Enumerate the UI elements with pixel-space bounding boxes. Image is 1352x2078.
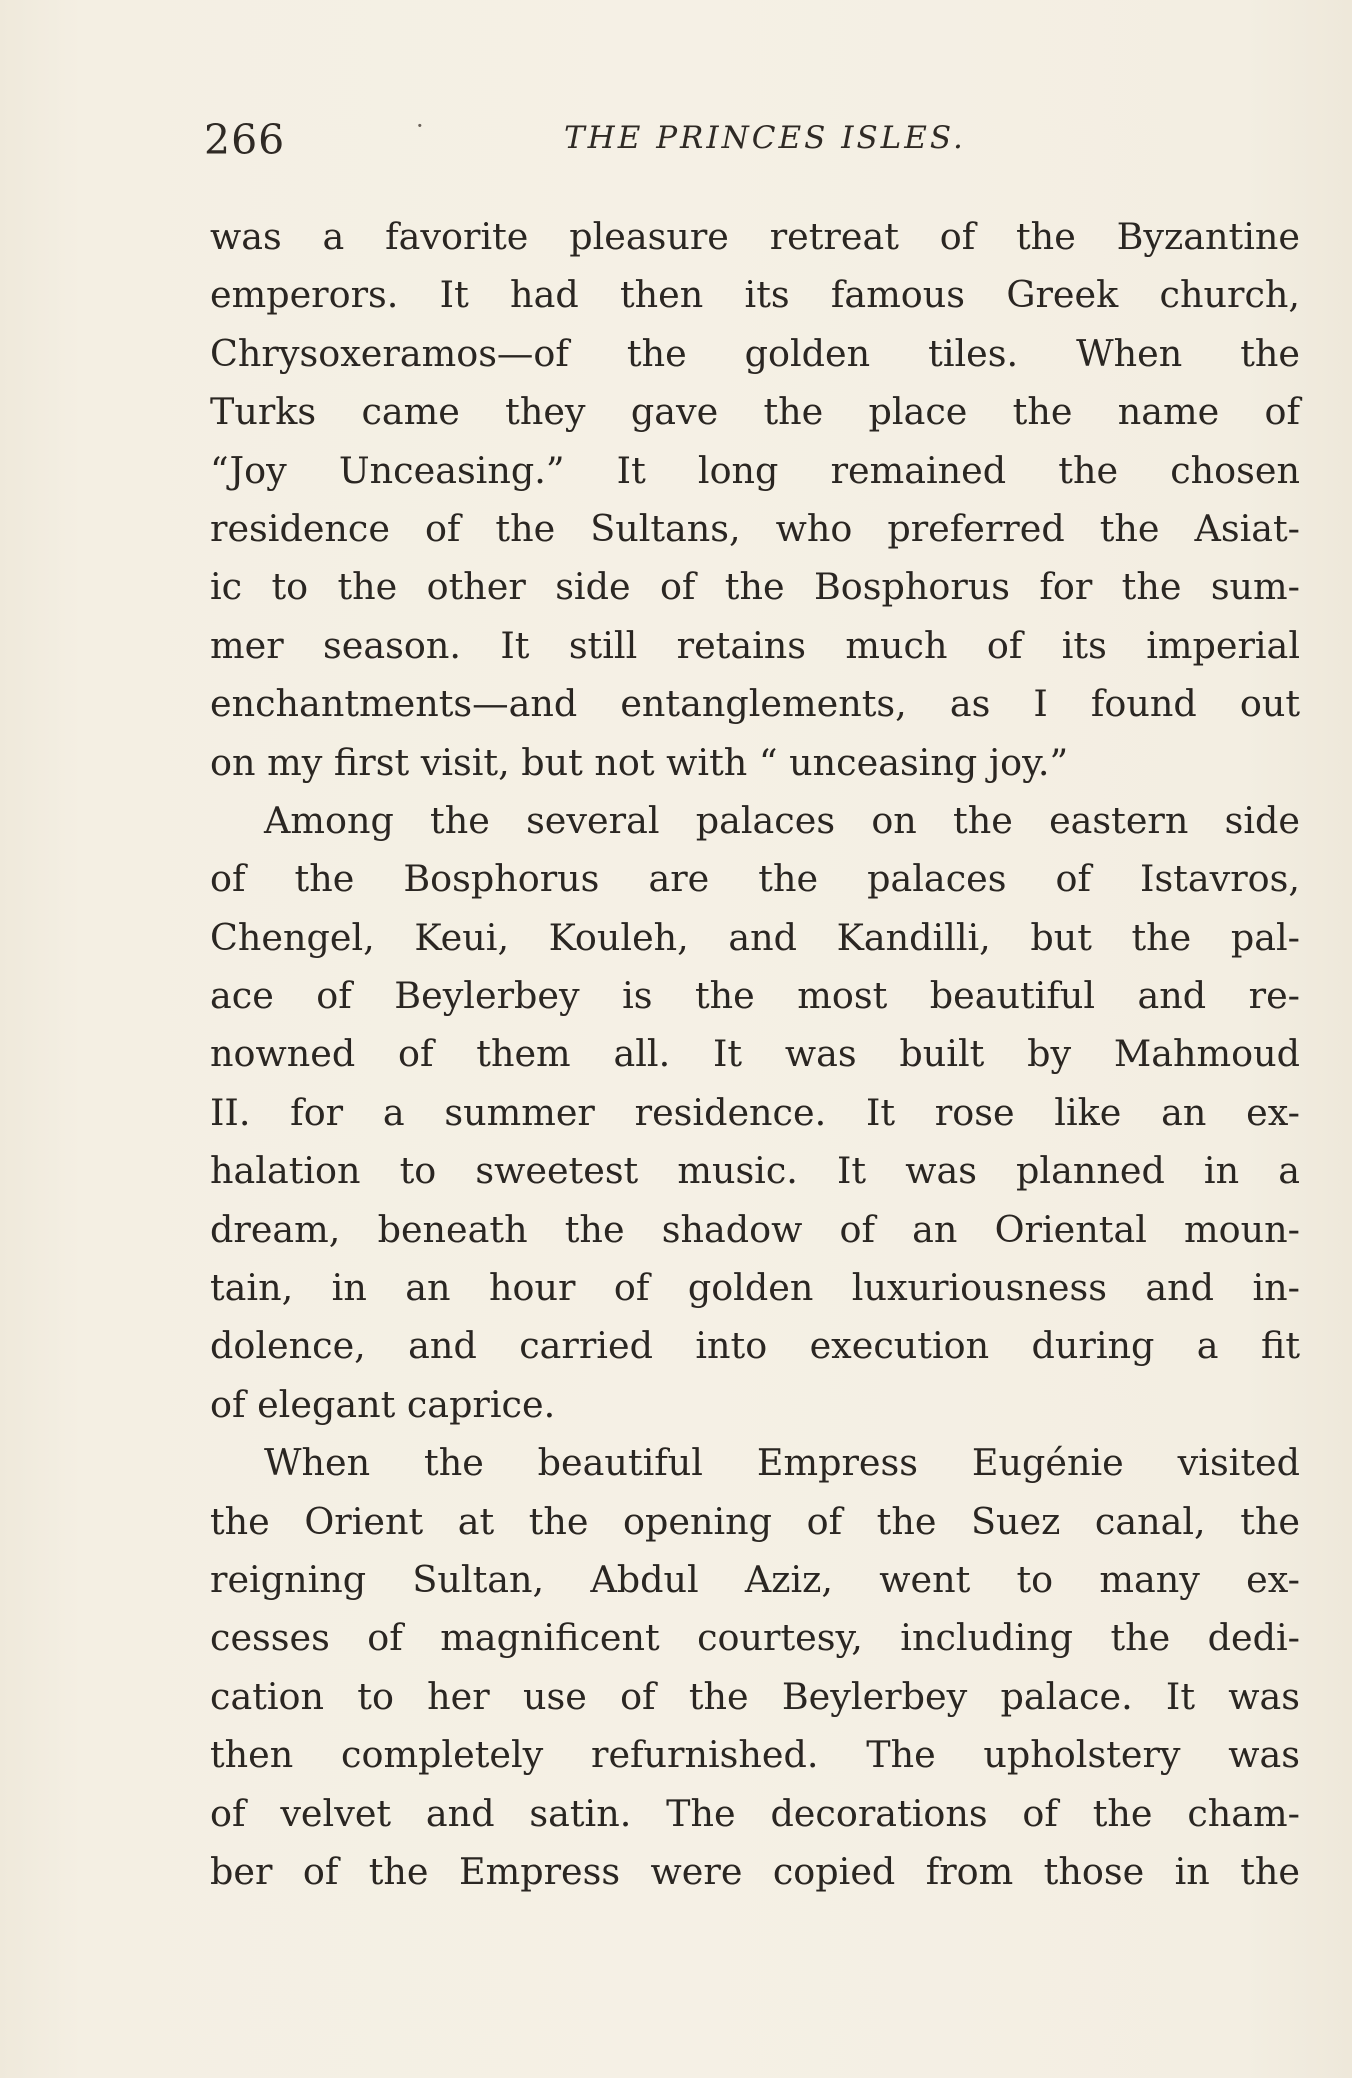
text-line: tain, in an hour of golden luxuriousness and in- [210,1266,1300,1310]
text-line: ace of Beylerbey is the most beautiful and re- [210,974,1300,1018]
paragraph-start-line: Among the several palaces on the eastern side [264,798,1300,842]
running-title: THE PRINCES ISLES. [564,120,966,156]
text-line: of velvet and satin. The decorations of the cham- [210,1791,1300,1835]
text-line: then completely refurnished. The upholstery was [210,1733,1300,1777]
body-text [210,208,1300,1901]
text-line: reigning Sultan, Abdul Aziz, went to many ex- [210,1557,1300,1601]
text-line: nowned of them all. It was built by Mahmoud [210,1032,1300,1076]
text-line: halation to sweetest music. It was planned in a [210,1149,1300,1193]
page-number: 266 [204,116,286,164]
paragraph-start-line: When the beautiful Empress Eugénie visited [264,1441,1300,1485]
text-line: residence of the Sultans, who preferred the Asiat- [210,506,1300,550]
text-line: emperors. It had then its famous Greek church, [210,273,1300,317]
text-line: Turks came they gave the place the name of [210,390,1300,434]
text-line: dream, beneath the shadow of an Oriental moun- [210,1207,1300,1251]
text-line: the Orient at the opening of the Suez canal, the [210,1499,1300,1543]
text-line: II. for a summer residence. It rose like an ex- [210,1090,1300,1134]
text-line: dolence, and carried into execution during a fit [210,1324,1300,1368]
text-line: ber of the Empress were copied from those in the [210,1849,1300,1893]
text-line: of elegant caprice. [210,1382,556,1426]
text-line: enchantments—and entanglements, as I found out [210,682,1300,726]
running-head [204,112,1296,172]
text-line: on my first visit, but not with “ unceasing joy.” [210,740,1069,784]
text-line: cesses of magnificent courtesy, including the dedi- [210,1616,1300,1660]
text-line: “Joy Unceasing.” It long remained the chosen [210,448,1300,492]
text-line: of the Bosphorus are the palaces of Istavros, [210,857,1300,901]
text-line: Chrysoxeramos—of the golden tiles. When the [210,331,1300,375]
text-line: cation to her use of the Beylerbey palace. It was [210,1674,1300,1718]
header-dot: · [416,112,424,140]
text-line: ic to the other side of the Bosphorus for the sum- [210,565,1300,609]
text-line: mer season. It still retains much of its imperial [210,623,1300,667]
text-line: was a favorite pleasure retreat of the Byzantine [210,215,1300,258]
text-line: Chengel, Keui, Kouleh, and Kandilli, but the pal- [210,915,1300,959]
